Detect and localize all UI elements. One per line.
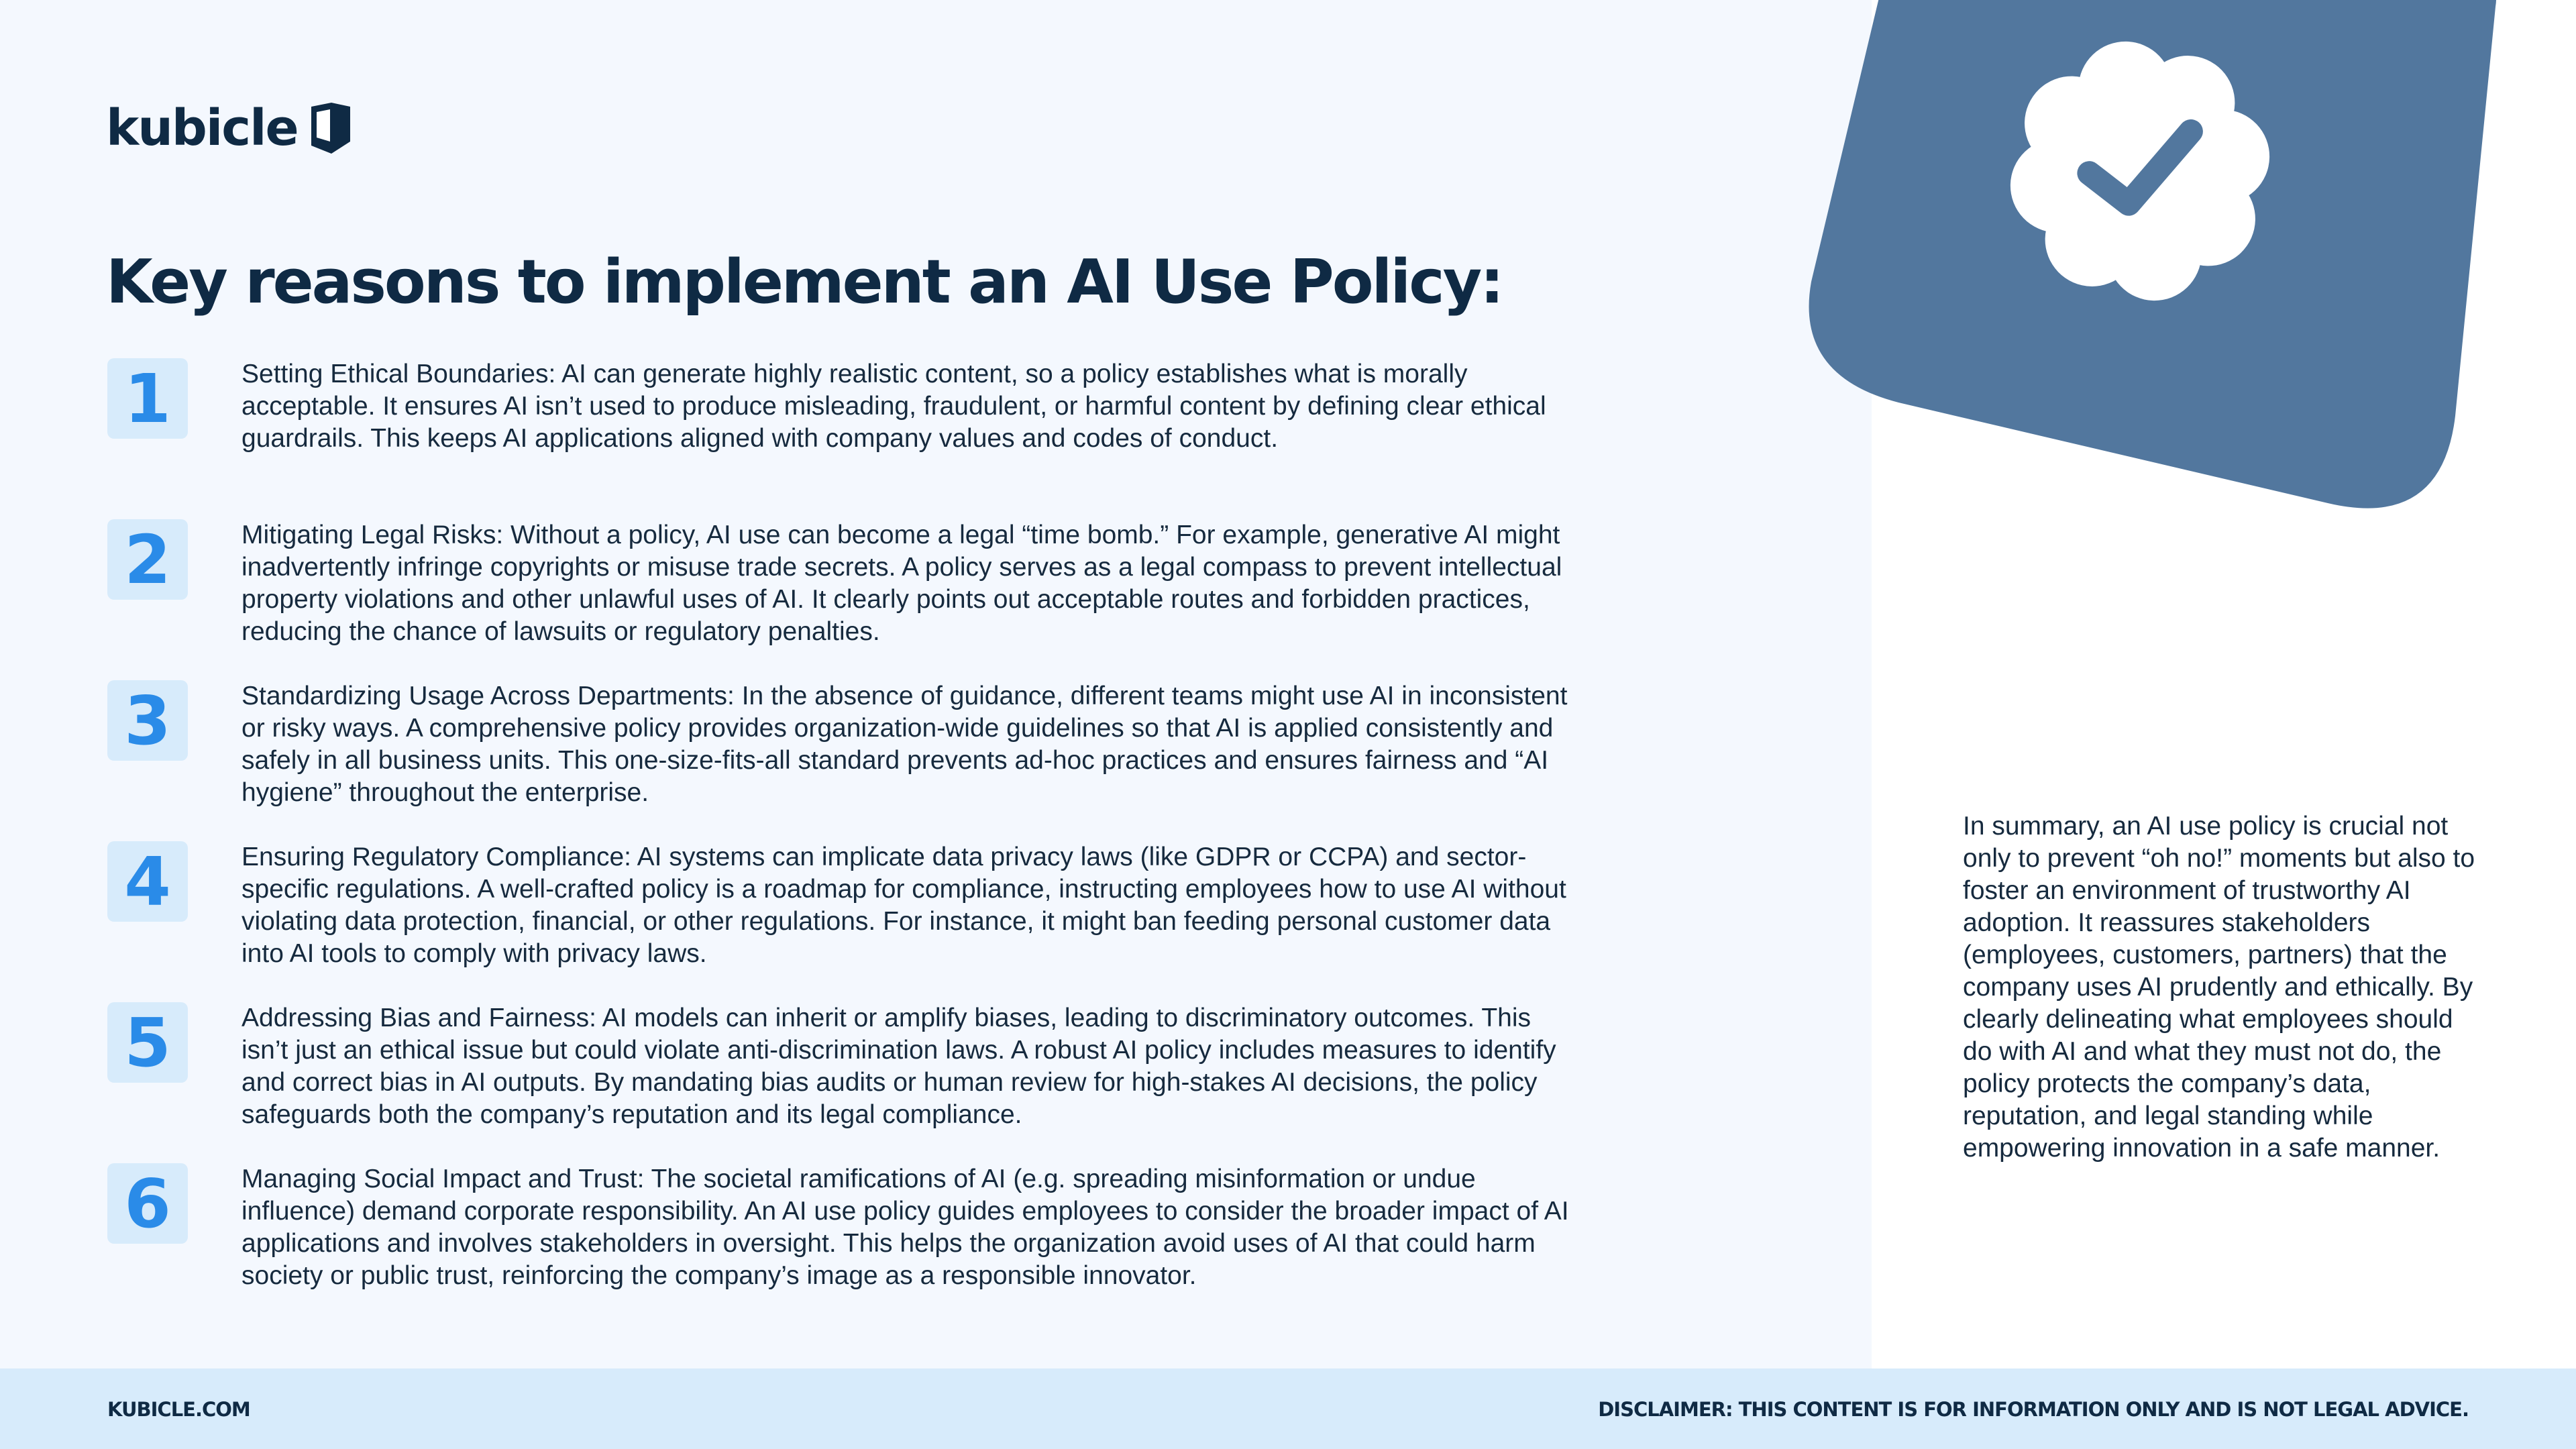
kubicle-cube-icon <box>307 103 354 154</box>
reason-item <box>107 519 1717 680</box>
reason-item <box>107 841 1717 1002</box>
kubicle-logo[interactable] <box>106 99 354 157</box>
reason-text: Managing Social Impact and Trust: The societal ramifications of AI (e.g. spreading misinformation or undue influence) demand corporate responsibility. An AI use policy guides employees to consider the broader impact of AI applications and involves stakeholders in oversight. This helps the organization avoid uses of AI that could harm society or public trust, reinforcing the company’s image as a responsible innovator. <box>241 1165 1569 1290</box>
reason-text: Standardizing Usage Across Departments: In the absence of guidance, different teams might use AI in inconsistent or risky ways. A comprehensive policy provides organization-wide guidelines so that AI is applied consistently and safely in all business units. This one-size-fits-all standard prevents ad-hoc practices and ensures fairness and “AI hygiene” throughout the enterprise. <box>241 682 1568 807</box>
footer-site-link[interactable]: KUBICLE.COM <box>107 1398 250 1421</box>
reasons-list <box>107 358 1717 1324</box>
reason-number: 5 <box>107 1002 188 1083</box>
footer <box>0 1368 2576 1449</box>
verified-badge-card <box>1805 0 2576 523</box>
reason-item <box>107 1163 1717 1324</box>
reason-text: Mitigating Legal Risks: Without a policy, AI use can become a legal “time bomb.” For example, generative AI might inadvertently infringe copyrights or misuse trade secrets. A policy serves as a legal compass to prevent intellectual property violations and other unlawful uses of AI. It clearly points out acceptable routes and forbidden practices, reducing the chance of lawsuits or regulatory penalties. <box>241 521 1562 646</box>
reason-text: Setting Ethical Boundaries: AI can generate highly realistic content, so a policy establishes what is morally acceptable. It ensures AI isn’t used to produce misleading, fraudulent, or harmful content by defining clear ethical guardrails. This keeps AI applications aligned with company values and codes of conduct. <box>241 360 1546 453</box>
reason-item <box>107 680 1717 841</box>
logo-text: kubicle <box>106 99 298 157</box>
summary-text: In summary, an AI use policy is crucial not only to prevent “oh no!” moments but also to foster an environment of trustworthy AI adoption. It reassures stakeholders (employees, customers, partners) that the company uses AI prudently and ethically. By clearly delineating what employees should do with AI and what they must not do, the policy protects the company’s data, reputation, and legal standing while empowering innovation in a safe manner. <box>1963 812 2475 1163</box>
reason-number: 6 <box>107 1163 188 1244</box>
reason-text: Ensuring Regulatory Compliance: AI systems can implicate data privacy laws (like GDPR or CCPA) and sector-specific regulations. A well-crafted policy is a roadmap for compliance, instructing employees how to use AI without violating data protection, financial, or other regulations. For instance, it might ban feeding personal customer data into AI tools to comply with privacy laws. <box>241 843 1566 968</box>
reason-item <box>107 358 1717 519</box>
reason-number: 1 <box>107 358 188 439</box>
footer-disclaimer: DISCLAIMER: THIS CONTENT IS FOR INFORMATION ONLY AND IS NOT LEGAL ADVICE. <box>1598 1398 2469 1421</box>
reason-item <box>107 1002 1717 1163</box>
reason-text: Addressing Bias and Fairness: AI models can inherit or amplify biases, leading to discriminatory outcomes. This isn’t just an ethical issue but could violate anti-discrimination laws. A robust AI policy includes measures to identify and correct bias in AI outputs. By mandating bias audits or human review for high-stakes AI decisions, the policy safeguards both the company’s reputation and its legal compliance. <box>241 1004 1556 1129</box>
reason-number: 3 <box>107 680 188 761</box>
reason-number: 2 <box>107 519 188 600</box>
page-title: Key reasons to implement an AI Use Policy: <box>106 247 1503 317</box>
reason-number: 4 <box>107 841 188 922</box>
